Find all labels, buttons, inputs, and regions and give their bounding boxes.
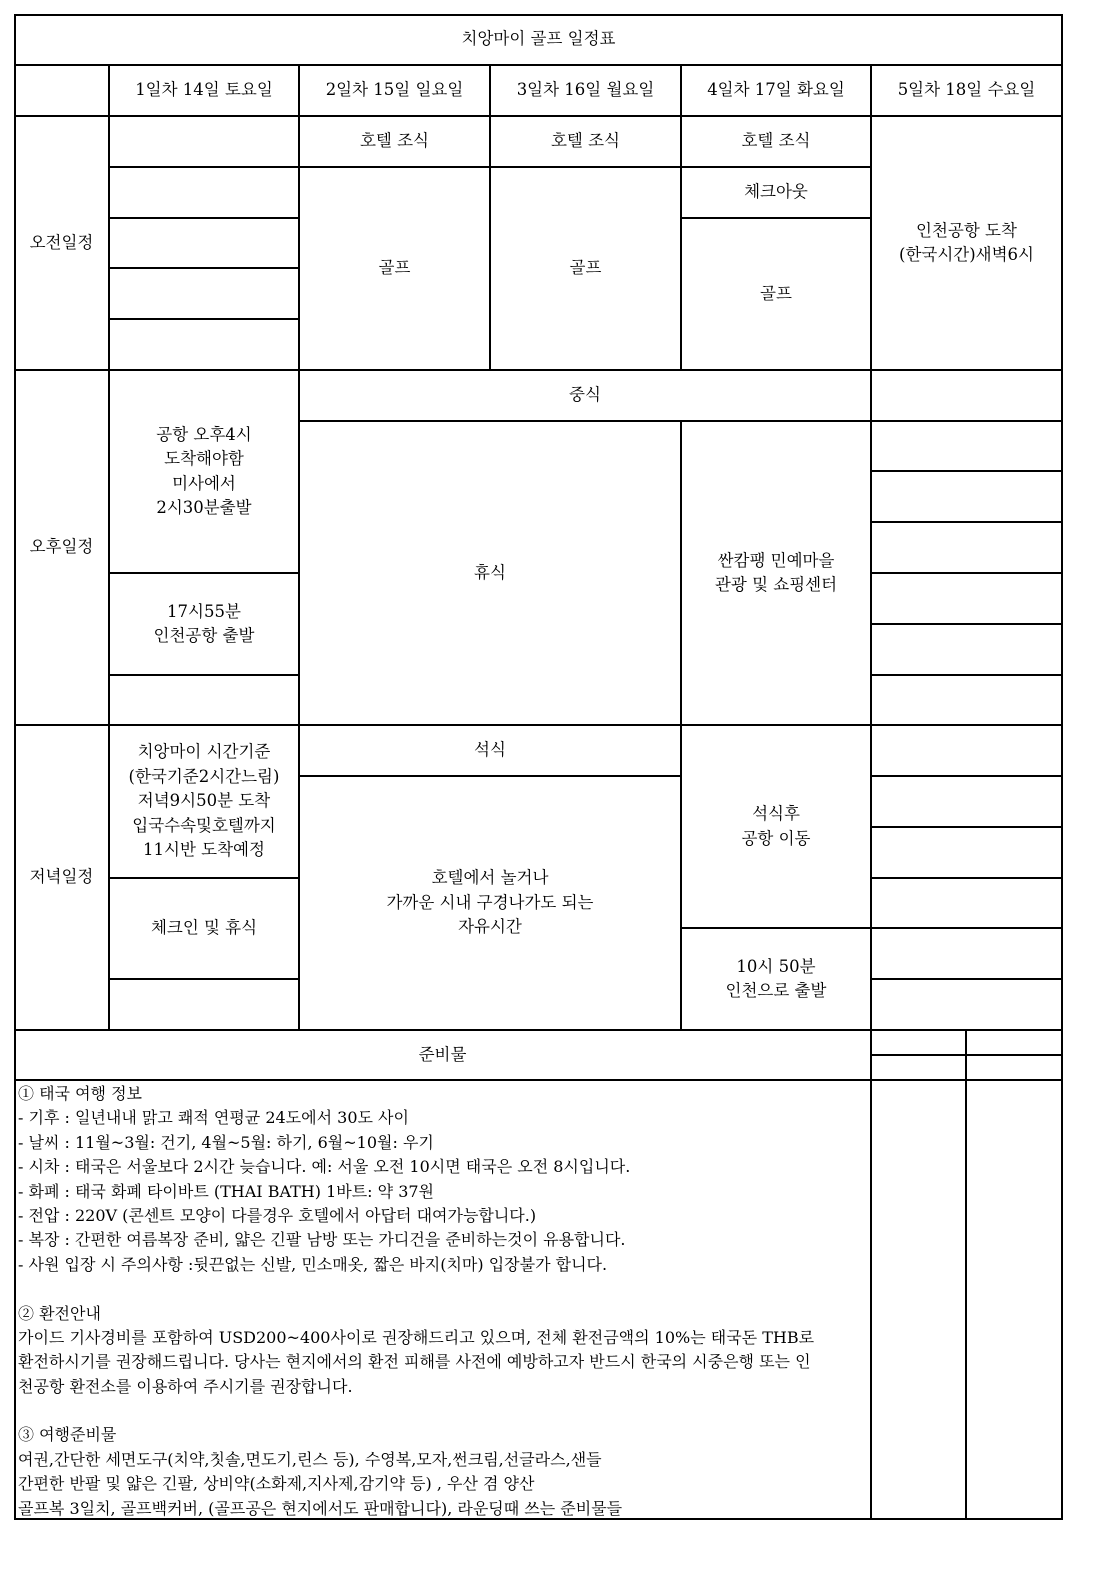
airport-move-day4: 석식후 공항 이동 — [741, 804, 811, 848]
note-line: - 화폐 : 태국 화폐 타이바트 (THAI BATH) 1바트: 약 37원 — [18, 1181, 435, 1201]
line-d1m-4 — [108, 318, 299, 320]
col-line-6 — [965, 1029, 967, 1520]
golf-day3: 골프 — [569, 258, 602, 278]
line-d5-5 — [870, 623, 1063, 625]
page-title: 치앙마이 골프 일정표 — [461, 29, 616, 49]
rest-cell: 휴식 — [474, 562, 506, 582]
arrival-day5: 인천공항 도착 (한국시간)새벽6시 — [899, 220, 1034, 264]
line-d5-8 — [870, 826, 1063, 828]
line-d1m-2 — [108, 217, 299, 219]
checkout-day4: 체크아웃 — [744, 182, 808, 202]
line-d5-3 — [870, 521, 1063, 523]
notes-block — [18, 1082, 868, 1521]
note-line: 간편한 반팔 및 얇은 긴팔, 상비약(소화제,지사제,감기약 등) , 우산 겸 양산 — [18, 1474, 535, 1494]
period-evening: 저녁일정 — [29, 867, 94, 887]
note-line: 여권,간단한 세면도구(치약,칫솔,면도기,린스 등), 수영복,모자,썬크림,선글라스,샌들 — [18, 1449, 602, 1469]
airport-note-day1: 공항 오후4시 도착해야함 미사에서 2시30분출발 — [156, 424, 252, 517]
golf-day2: 골프 — [378, 258, 411, 278]
note-line: - 전압 : 220V (콘센트 모양이 다를경우 호텔에서 아답터 대여가능합니다.) — [18, 1205, 537, 1225]
line-d5-7 — [870, 775, 1063, 777]
departure-day1: 17시55분 인천공항 출발 — [153, 601, 255, 645]
note-line: ② 환전안내 — [18, 1303, 101, 1323]
day-header-3: 3일차 16일 월요일 — [516, 80, 655, 100]
period-afternoon: 오후일정 — [29, 537, 94, 557]
line-d5-1 — [870, 420, 1063, 422]
line-d5-6 — [870, 674, 1063, 676]
arrival-note-day1: 치앙마이 시간기준 (한국기준2시간느림) 저녁9시50분 도착 입국수속및호텔까지 11시반 도착예정 — [128, 742, 280, 860]
note-line: - 사원 입장 시 주의사항 :뒷끈없는 신발, 민소매옷, 짧은 바지(치마) 입장불가 합니다. — [18, 1254, 608, 1274]
note-spacer — [18, 1277, 868, 1301]
departure-day4: 10시 50분 인천으로 출발 — [725, 956, 827, 1000]
note-line: 골프복 3일치, 골프백커버, (골프공은 현지에서도 판매합니다), 라운딩때 쓰는 준비물들 — [18, 1498, 623, 1518]
note-spacer — [18, 1399, 868, 1423]
dinner-cell: 석식 — [474, 740, 506, 760]
breakfast-day2: 호텔 조식 — [359, 131, 429, 151]
tour-day4: 싼캄팽 민예마을 관광 및 쇼핑센터 — [714, 550, 838, 594]
note-line: 환전하시기를 권장해드립니다. 당사는 현지에서의 환전 피해를 사전에 예방하고자 반드시 한국의 시중은행 또는 인 — [18, 1352, 811, 1372]
day-header-5: 5일차 18일 수요일 — [897, 80, 1036, 100]
day-header-2: 2일차 15일 일요일 — [325, 80, 464, 100]
line-d5-11 — [870, 978, 1063, 980]
note-line: 가이드 기사경비를 포함하여 USD200~400사이로 권장해드리고 있으며, 전체 환전금액의 10%는 태국돈 THB로 — [18, 1327, 815, 1347]
note-line: ③ 여행준비물 — [18, 1425, 117, 1445]
line-d5-10 — [870, 927, 1063, 929]
line-d5-9 — [870, 877, 1063, 879]
note-line: 천공항 환전소를 이용하여 주시기를 권장합니다. — [18, 1376, 353, 1396]
checkin-day1: 체크인 및 휴식 — [150, 918, 258, 938]
free-time-cell: 호텔에서 놀거나 가까운 시내 구경나가도 되는 자유시간 — [386, 868, 594, 937]
period-morning: 오전일정 — [29, 232, 94, 252]
breakfast-day3: 호텔 조식 — [550, 131, 620, 151]
note-line: - 복장 : 간편한 여름복장 준비, 얇은 긴팔 남방 또는 가디건을 준비하는것이 유용합니다. — [18, 1230, 626, 1250]
line-d1m-3 — [108, 267, 299, 269]
day-header-4: 4일차 17일 화요일 — [707, 80, 845, 100]
line-prep-right — [870, 1054, 1063, 1056]
note-line: - 시차 : 태국은 서울보다 2시간 늦습니다. 예: 서울 오전 10시면 태국은 오전 8시입니다. — [18, 1157, 631, 1177]
preparation-header: 준비물 — [418, 1044, 467, 1064]
golf-day4: 골프 — [760, 283, 792, 303]
lunch-cell: 중식 — [569, 385, 601, 405]
note-line: ① 태국 여행 정보 — [18, 1084, 142, 1103]
day-header-1: 1일차 14일 토요일 — [135, 80, 273, 100]
line-d1m-1 — [108, 166, 299, 168]
breakfast-day4: 호텔 조식 — [741, 131, 811, 151]
schedule-sheet — [14, 14, 1063, 1520]
line-d5-2 — [870, 470, 1063, 472]
note-line: - 기후 : 일년내내 맑고 쾌적 연평균 24도에서 30도 사이 — [18, 1108, 409, 1128]
note-line: - 날씨 : 11월~3월: 건기, 4월~5월: 하기, 6월~10월: 우기 — [18, 1132, 434, 1152]
line-d5-4 — [870, 572, 1063, 574]
